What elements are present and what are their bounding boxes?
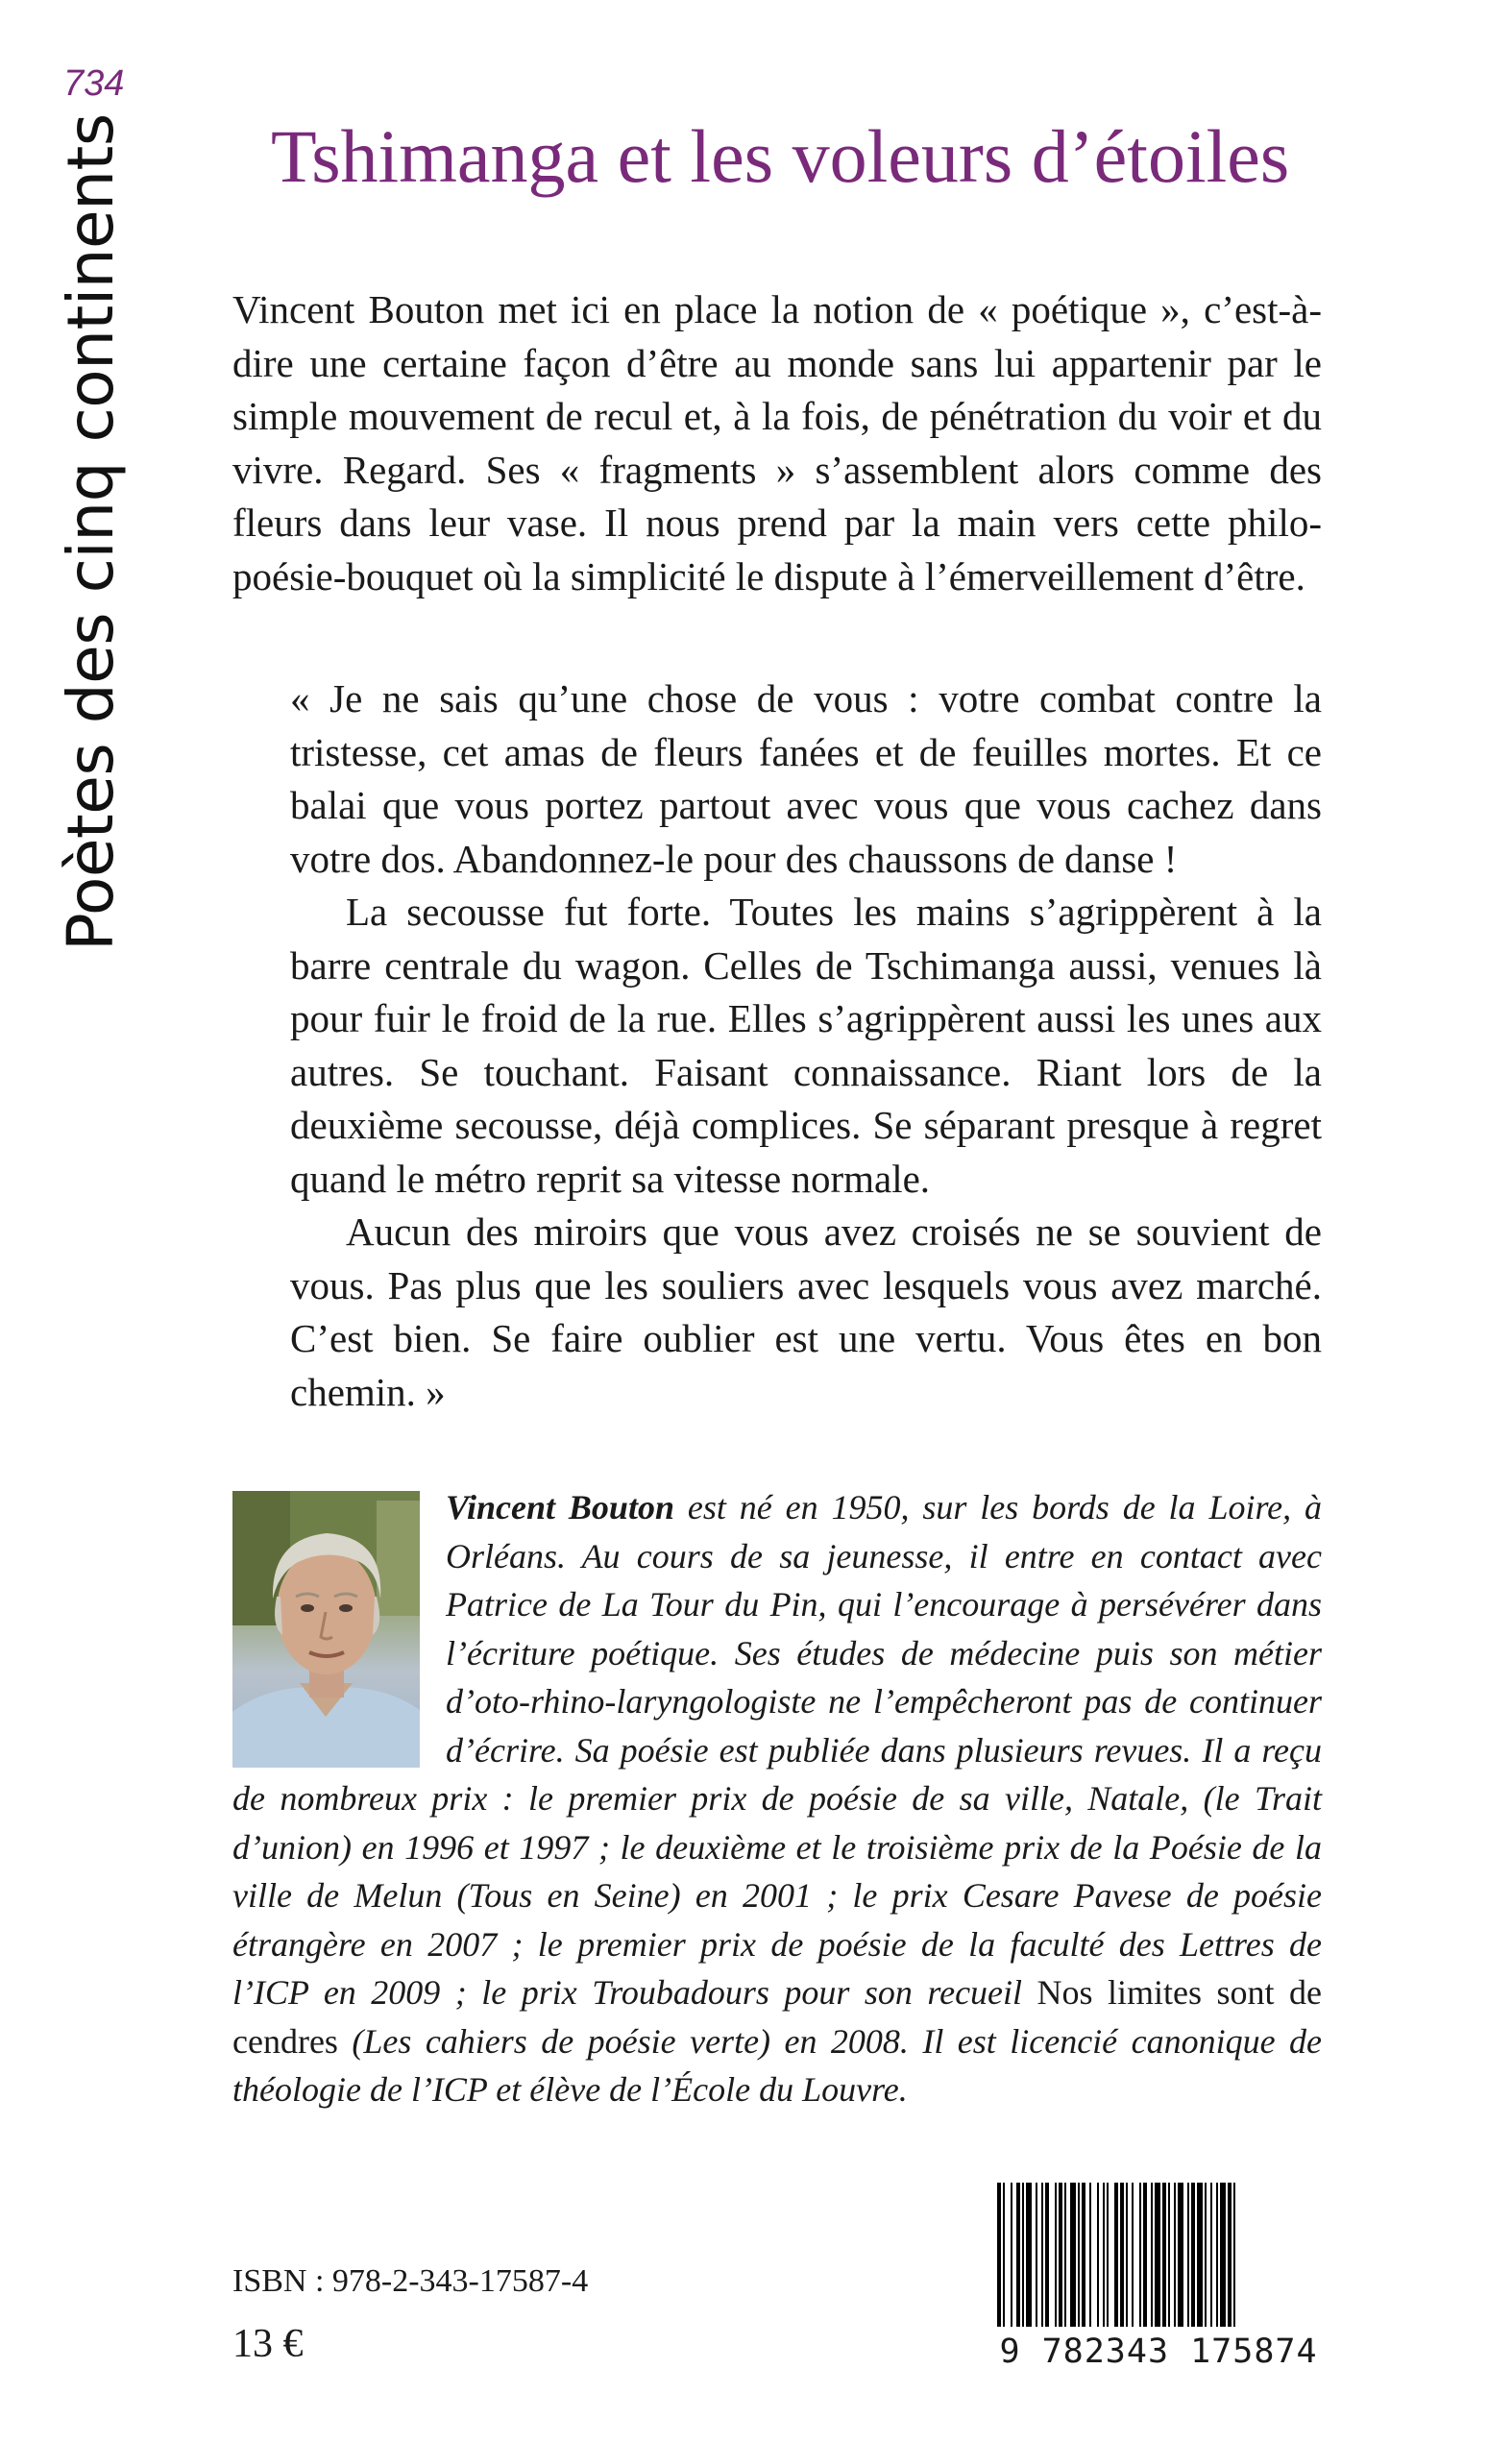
barcode-bar — [1228, 2183, 1232, 2327]
bio-book-title: Nos limites sont de cendres — [232, 1973, 1322, 2061]
barcode-bar — [1036, 2183, 1037, 2327]
barcode-bar — [1055, 2183, 1057, 2327]
barcode-bar — [1143, 2183, 1147, 2327]
author-bio — [232, 1483, 1322, 2114]
barcode-bar — [1205, 2183, 1207, 2327]
barcode-bar — [1026, 2183, 1032, 2327]
barcode-bar — [1132, 2183, 1134, 2327]
barcode-bar — [1089, 2183, 1091, 2327]
barcode-bar — [997, 2183, 1001, 2327]
barcode-bar — [1103, 2183, 1105, 2327]
photo-spacer — [232, 1483, 446, 1771]
barcode-bar — [1155, 2183, 1160, 2327]
barcode-digits: 9 782343 175874 — [999, 2332, 1318, 2371]
quote-block — [290, 672, 1322, 1419]
barcode-bar — [1003, 2183, 1005, 2327]
barcode-bar — [1078, 2183, 1080, 2327]
barcode-bar — [1126, 2183, 1128, 2327]
barcode — [989, 2183, 1328, 2371]
barcode-bar — [1114, 2183, 1118, 2327]
barcode-bar — [1041, 2183, 1043, 2327]
barcode-bar — [1045, 2183, 1049, 2327]
price: 13 € — [232, 2322, 304, 2366]
barcode-bar — [1216, 2183, 1218, 2327]
barcode-bar — [1064, 2183, 1066, 2327]
barcode-bar — [1097, 2183, 1099, 2327]
quote-paragraph-3: Aucun des miroirs que vous avez croisés ne se souvient de vous. Pas plus que les souliers avec lesquels vous avez marché. C’est bien. Se faire oublier est une vertu. Vous êtes en bon chemin. » — [290, 1209, 1322, 1414]
barcode-bar — [1178, 2183, 1183, 2327]
bio-text-part-2: (Les cahiers de poésie verte) en 2008. Il est licencié canonique de théologie de l’ICP et élève de l’École du Louvre. — [232, 2021, 1322, 2109]
barcode-bar — [1070, 2183, 1076, 2327]
barcode-bar — [1162, 2183, 1166, 2327]
quote-paragraph-1: « Je ne sais qu’une chose de vous : votre combat contre la tristesse, cet amas de fleurs fanées et de feuilles mortes. Et ce balai que vous portez partout avec vous que vous cachez dans votre dos. Abandonnez-le pour des chaussons de danse ! — [290, 676, 1322, 881]
barcode-bar — [1220, 2183, 1226, 2327]
book-title: Tshimanga et les voleurs d’étoiles — [271, 114, 1290, 198]
barcode-bar — [1059, 2183, 1062, 2327]
barcode-bar — [1016, 2183, 1020, 2327]
barcode-bar — [1151, 2183, 1153, 2327]
bio-text-part-1: est né en 1950, sur les bords de la Loire, à Orléans. Au cours de sa jeunesse, il entre en contact avec Patrice de La Tour du Pin, qui l’encourage à persévérer dans l’écriture poétique. Ses études de médecine puis son métier d’oto-rhino-laryngologiste ne l’empêcheront pas de continuer d’écrire. Sa poésie est publiée dans plusieurs revues. Il a reçu de nombreux prix : le premier prix de poésie de sa ville, Natale, (le Trait d’union) en 1996 et 1997 ; le deuxième et le troisième prix de la Poésie de la ville de Melun (Tous en Seine) en 2001 ; le prix Cesare Pavese de poésie étrangère en 2007 ; le premier prix de poésie de la faculté des Lettres de l’ICP en 2009 ; le prix Troubadours pour son recueil — [232, 1488, 1323, 2012]
barcode-bar — [1233, 2183, 1235, 2327]
barcode-bar — [1139, 2183, 1141, 2327]
barcode-bar — [1187, 2183, 1189, 2327]
barcode-bar — [1120, 2183, 1124, 2327]
barcode-bar — [1022, 2183, 1024, 2327]
barcode-bar — [1082, 2183, 1085, 2327]
barcode-bar — [1107, 2183, 1109, 2327]
barcode-bar — [1174, 2183, 1176, 2327]
barcode-bar — [1197, 2183, 1203, 2327]
bio-author-name: Vincent Bouton — [446, 1488, 674, 1526]
barcode-bar — [1191, 2183, 1195, 2327]
isbn: ISBN : 978-2-343-17587-4 — [232, 2263, 589, 2299]
barcode-icon — [989, 2183, 1328, 2332]
series-name: Poètes des cinq continents — [54, 113, 128, 951]
series-number: 734 — [63, 63, 125, 104]
quote-paragraph-2: La secousse fut forte. Toutes les mains s’agrippèrent à la barre centrale du wagon. Celles de Tschimanga aussi, venues là pour fuir le froid de la rue. Elles s’agrippèrent aussi les unes aux autres. Se touchant. Faisant connaissance. Riant lors de la deuxième secousse, déjà complices. Se séparant presque à regret quand le métro reprit sa vitesse normale. — [290, 890, 1322, 1201]
barcode-bar — [1168, 2183, 1170, 2327]
barcode-bar — [1210, 2183, 1212, 2327]
barcode-bar — [1011, 2183, 1012, 2327]
intro-paragraph: Vincent Bouton met ici en place la notion de « poétique », c’est-à-dire une certaine façon d’être au monde sans lui appartenir par le simple mouvement de recul et, à la fois, de pénétration du voir et du vivre. Regard. Ses « fragments » s’assemblent alors comme des fleurs dans leur vase. Il nous prend par la main vers cette philo-poésie-bouquet où la simplicité le dispute à l’émerveillement d’être. — [232, 287, 1322, 598]
